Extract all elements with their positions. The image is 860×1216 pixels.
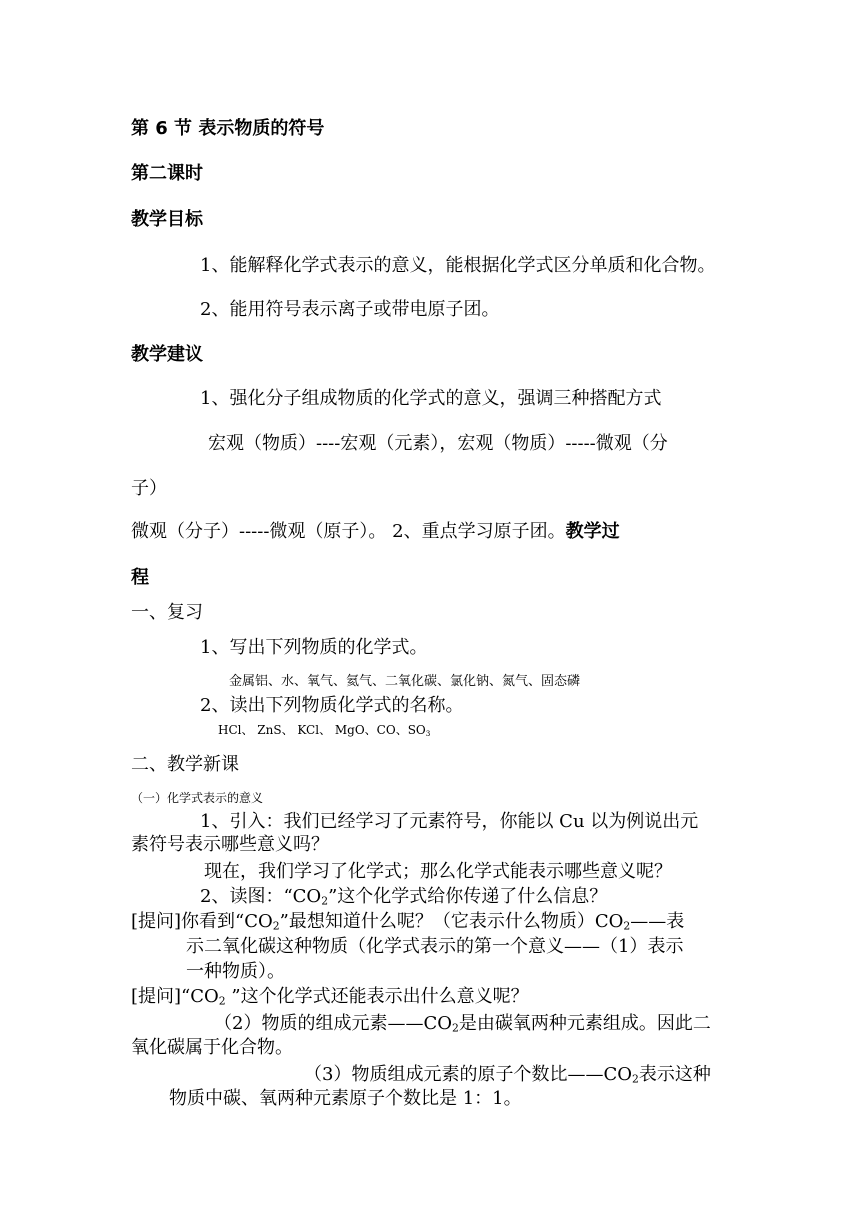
review-question-2: 2、读出下列物质化学式的名称。 — [200, 695, 464, 716]
process-heading-part1: 教学过 — [565, 521, 620, 542]
formula-list-text: HCl、 ZnS、 KCl、 MgO、CO、SO — [218, 723, 426, 737]
suggestion-item-1: 1、强化分子组成物质的化学式的意义，强调三种搭配方式 — [200, 388, 662, 409]
review-formula-list — [218, 722, 430, 738]
intro-line-1: 1、引入：我们已经学习了元素符号，你能以 Cu 以为例说出元 — [200, 811, 699, 832]
question-1-text-c: ——表 — [630, 911, 685, 932]
meaning-2-subscript: 2 — [451, 1021, 459, 1035]
read-text-a: 2、读图：“CO — [200, 886, 322, 907]
review-substance-list: 金属铝、水、氧气、氦气、二氧化碳、氯化钠、氮气、固态磷 — [229, 674, 581, 689]
question-2-text-b: ”这个化学式还能表示出什么意义呢？ — [225, 986, 529, 1007]
question-2-subscript: 2 — [218, 994, 226, 1008]
meaning-3-line-1 — [304, 1063, 711, 1087]
suggestions-heading: 教学建议 — [131, 344, 203, 365]
meaning-2-line-2: 氧化碳属于化合物。 — [131, 1037, 293, 1058]
question-1-line-1 — [131, 910, 684, 934]
question-1-line-2: 示二氧化碳这种物质（化学式表示的第一个意义——（1）表示 — [186, 936, 684, 957]
meaning-3-text-a: （3）物质组成元素的原子个数比——CO — [304, 1064, 632, 1085]
read-text-b: ”这个化学式给你传递了什么信息？ — [328, 886, 608, 907]
meaning-2-text-a: （2）物质的组成元素——CO — [214, 1013, 452, 1034]
question-1-subscript-b: 2 — [623, 919, 631, 933]
intro-line-2: 素符号表示哪些意义吗？ — [131, 834, 329, 855]
meaning-2-line-1 — [214, 1012, 711, 1036]
question-1-subscript-a: 2 — [272, 919, 280, 933]
suggestion-line-4-text: 微观（分子）-----微观（原子）。 2、重点学习原子团。 — [131, 521, 566, 542]
read-line — [200, 885, 607, 909]
lesson-label: 第二课时 — [131, 163, 203, 184]
suggestion-line-4 — [131, 520, 620, 544]
meaning-3-text-b: 表示这种 — [638, 1064, 711, 1085]
new-lesson-subheading: （一）化学式表示的意义 — [131, 791, 264, 805]
meaning-3-line-2: 物质中碳、氧两种元素原子个数比是 1：1。 — [169, 1088, 522, 1109]
goal-item-2: 2、能用符号表示离子或带电原子团。 — [200, 299, 500, 320]
suggestion-line-3: 子） — [131, 478, 167, 499]
goals-heading: 教学目标 — [131, 209, 203, 230]
section-title: 第 6 节 表示物质的符号 — [131, 118, 325, 139]
now-line: 现在，我们学习了化学式；那么化学式能表示哪些意义呢？ — [204, 861, 672, 882]
question-1-text-b: ”最想知道什么呢？（它表示什么物质）CO — [279, 911, 624, 932]
formula-subscript: 3 — [425, 728, 431, 738]
review-question-1: 1、写出下列物质的化学式。 — [200, 637, 428, 658]
suggestion-line-2: 宏观（物质）----宏观（元素），宏观（物质）-----微观（分 — [208, 433, 668, 454]
question-2-line — [131, 985, 529, 1009]
review-heading: 一、复习 — [131, 602, 203, 623]
question-2-text-a: [提问]“CO — [131, 986, 219, 1007]
new-lesson-heading: 二、教学新课 — [131, 754, 239, 775]
meaning-2-text-b: 是由碳氧两种元素组成。因此二 — [458, 1013, 711, 1034]
question-1-text-a: [提问]你看到“CO — [131, 911, 273, 932]
question-1-line-3: 一种物质）。 — [186, 961, 285, 982]
read-subscript: 2 — [321, 894, 329, 908]
goal-item-1: 1、能解释化学式表示的意义，能根据化学式区分单质和化合物。 — [200, 255, 716, 276]
process-heading-part2: 程 — [131, 567, 149, 588]
meaning-3-subscript: 2 — [631, 1072, 639, 1086]
